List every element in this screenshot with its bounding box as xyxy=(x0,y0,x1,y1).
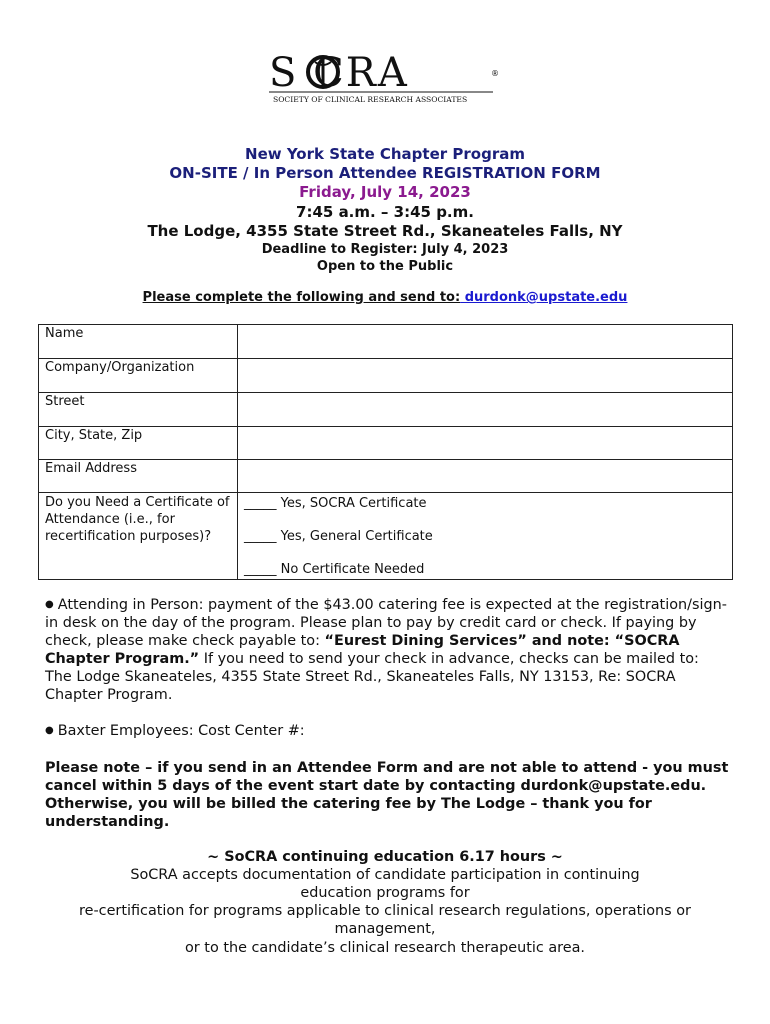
ce-line1: SoCRA accepts documentation of candidate participation in continuing education programs for xyxy=(130,867,640,901)
ce-line3: or to the candidate’s clinical research therapeutic area. xyxy=(185,940,585,956)
registration-deadline: Deadline to Register: July 4, 2023 xyxy=(261,242,509,257)
baxter-line xyxy=(45,722,730,740)
send-instructions xyxy=(0,290,770,305)
city-state-zip-field[interactable] xyxy=(238,427,733,460)
registration-table xyxy=(38,324,733,580)
logo-wordmark: S CRA xyxy=(269,50,409,96)
table-row xyxy=(39,493,733,580)
baxter-text: Baxter Employees: Cost Center #: xyxy=(57,723,305,739)
bullet-icon: ● xyxy=(45,725,54,736)
send-email-link[interactable]: durdonk@upstate.edu xyxy=(460,290,628,305)
send-text: Please complete the following and send to: xyxy=(142,290,461,305)
no-certificate-option[interactable]: _____ No Certificate Needed xyxy=(244,562,425,577)
email-label: Email Address xyxy=(39,460,238,493)
socra-logo xyxy=(265,48,505,110)
ce-line2: re-certification for programs applicable to clinical research regulations, operations or management, xyxy=(79,903,691,937)
general-certificate-option[interactable]: _____ Yes, General Certificate xyxy=(244,529,433,544)
event-date: Friday, July 14, 2023 xyxy=(299,183,471,201)
name-label: Name xyxy=(39,325,238,359)
city-state-zip-label: City, State, Zip xyxy=(39,427,238,460)
table-row xyxy=(39,393,733,427)
email-field[interactable] xyxy=(238,460,733,493)
certificate-options xyxy=(238,493,733,580)
chapter-title: New York State Chapter Program xyxy=(245,145,525,163)
event-venue: The Lodge, 4355 State Street Rd., Skaneateles Falls, NY xyxy=(147,222,623,240)
payment-intro: Attending in Person: payment of the $43.00 catering fee is expected at the registration/sign-in desk on the day of the program. Please plan to pay by credit card or check. If paying by check, please make check payable to: xyxy=(45,597,727,649)
table-row xyxy=(39,325,733,359)
payment-payee: “Eurest Dining Services” and note: “SOCRA Chapter Program.” xyxy=(45,633,680,667)
event-time: 7:45 a.m. – 3:45 p.m. xyxy=(296,203,474,221)
company-field[interactable] xyxy=(238,359,733,393)
open-to-public: Open to the Public xyxy=(316,259,454,274)
street-label: Street xyxy=(39,393,238,427)
table-row xyxy=(39,359,733,393)
name-field[interactable] xyxy=(238,325,733,359)
table-row xyxy=(39,460,733,493)
table-row xyxy=(39,427,733,460)
logo-tagline: SOCIETY OF CLINICAL RESEARCH ASSOCIATES xyxy=(273,95,468,104)
ce-title: ~ SoCRA continuing education 6.17 hours ~ xyxy=(207,849,563,865)
cancellation-note: Please note – if you send in an Attendee Form and are not able to attend - you must cancel within 5 days of the event start date by contacting durdonk@upstate.edu. Otherwise, you will be billed the catering fee by The Lodge – thank you for understanding. xyxy=(45,760,729,830)
company-label: Company/Organization xyxy=(39,359,238,393)
form-title: ON-SITE / In Person Attendee REGISTRATION FORM xyxy=(169,164,601,182)
registered-mark: ® xyxy=(491,69,499,78)
payment-paragraph xyxy=(45,596,730,704)
socra-certificate-option[interactable]: _____ Yes, SOCRA Certificate xyxy=(244,496,427,511)
bullet-icon: ● xyxy=(45,599,54,610)
street-field[interactable] xyxy=(238,393,733,427)
payment-mail-info: If you need to send your check in advance, checks can be mailed to: The Lodge Skaneateles, 4355 State Street Rd., Skaneateles Falls, NY 13153, Re: SOCRA Chapter Program. xyxy=(45,651,699,703)
certificate-question: Do you Need a Certificate of Attendance (i.e., for recertification purposes)? xyxy=(39,493,238,580)
